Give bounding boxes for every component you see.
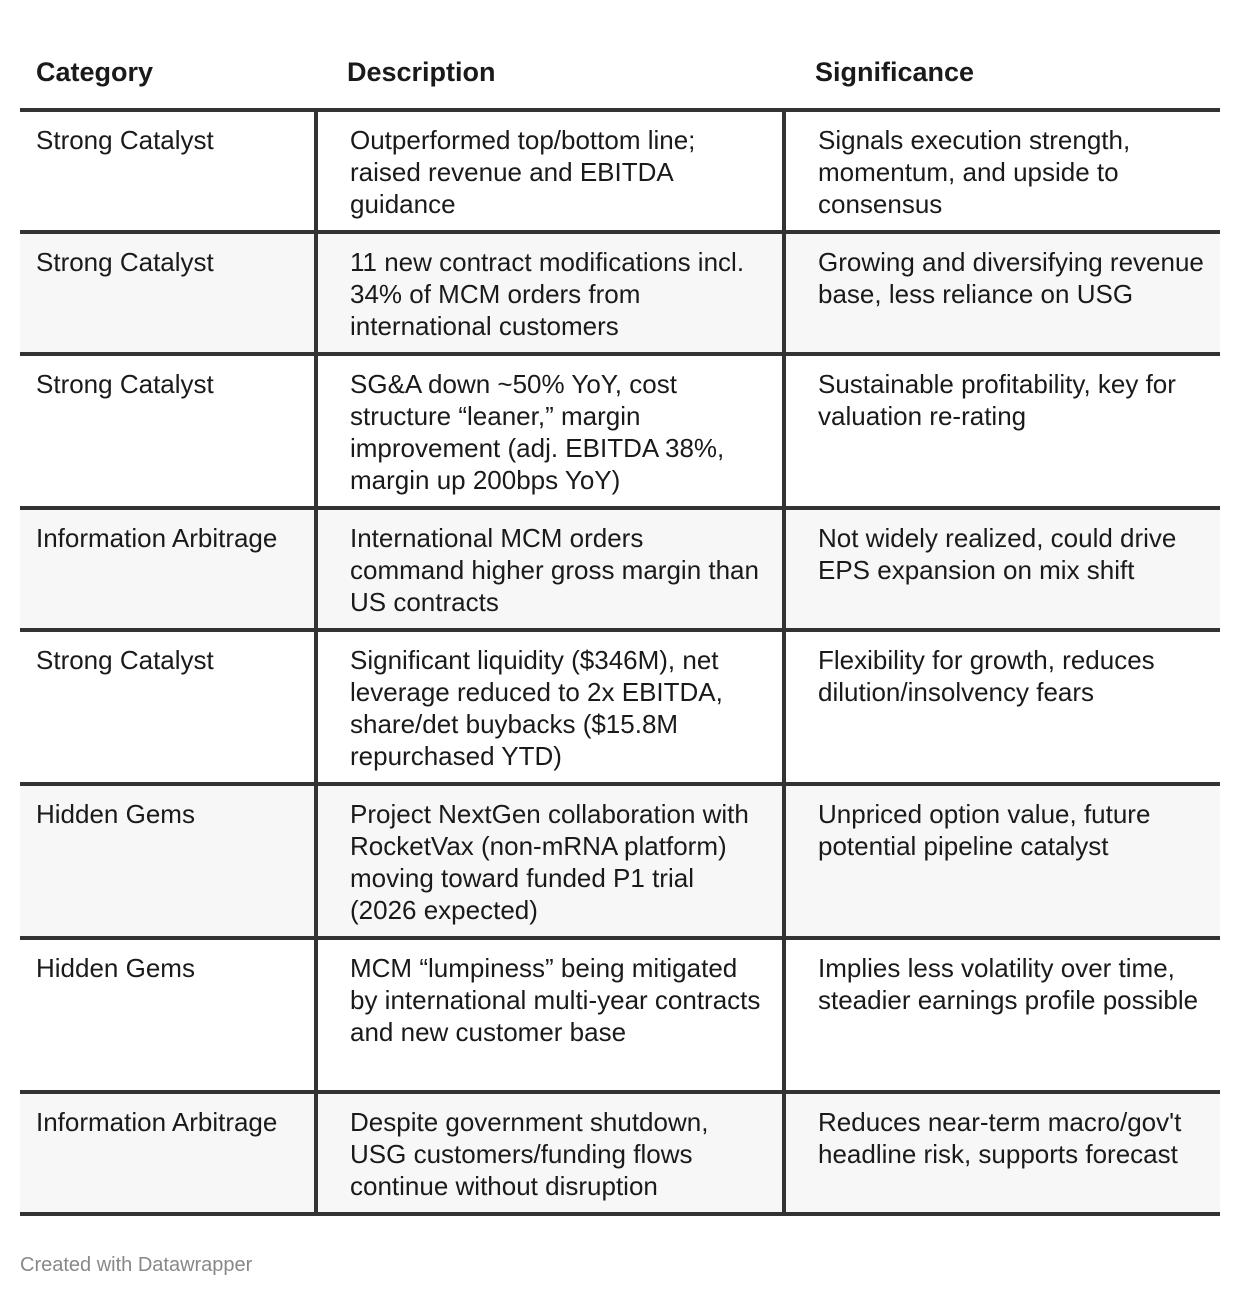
- table-row: [20, 232, 1220, 354]
- table-row: [20, 784, 1220, 938]
- table-header: [20, 40, 1220, 110]
- header-category: Category: [20, 40, 316, 110]
- cell-description: Outperformed top/bottom line; raised revenue and EBITDA guidance: [316, 110, 784, 232]
- cell-significance: Growing and diversifying revenue base, less reliance on USG: [784, 232, 1220, 354]
- cell-description: Project NextGen collaboration with RocketVax (non-mRNA platform) moving toward funded P1 trial (2026 expected): [316, 784, 784, 938]
- table-row: [20, 630, 1220, 784]
- table-row: [20, 1092, 1220, 1214]
- cell-description: 11 new contract modifications incl. 34% of MCM orders from international customers: [316, 232, 784, 354]
- cell-significance: Implies less volatility over time, steadier earnings profile possible: [784, 938, 1220, 1092]
- data-table-container: [20, 40, 1220, 1216]
- cell-description: SG&A down ~50% YoY, cost structure “leaner,” margin improvement (adj. EBITDA 38%, margin up 200bps YoY): [316, 354, 784, 508]
- cell-significance: Flexibility for growth, reduces dilution/insolvency fears: [784, 630, 1220, 784]
- table-row: [20, 508, 1220, 630]
- catalyst-table: [20, 40, 1220, 1216]
- cell-significance: Sustainable profitability, key for valuation re-rating: [784, 354, 1220, 508]
- header-description: Description: [316, 40, 784, 110]
- cell-category: Strong Catalyst: [20, 110, 316, 232]
- table-row: [20, 110, 1220, 232]
- cell-description: Despite government shutdown, USG customers/funding flows continue without disruption: [316, 1092, 784, 1214]
- table-row: [20, 354, 1220, 508]
- cell-category: Information Arbitrage: [20, 508, 316, 630]
- header-row: [20, 40, 1220, 110]
- datawrapper-credit: Created with Datawrapper: [20, 1254, 253, 1276]
- cell-significance: Not widely realized, could drive EPS expansion on mix shift: [784, 508, 1220, 630]
- cell-description: MCM “lumpiness” being mitigated by international multi-year contracts and new customer base: [316, 938, 784, 1092]
- cell-category: Strong Catalyst: [20, 232, 316, 354]
- cell-significance: Signals execution strength, momentum, and upside to consensus: [784, 110, 1220, 232]
- cell-description: Significant liquidity ($346M), net leverage reduced to 2x EBITDA, share/det buybacks ($15.8M repurchased YTD): [316, 630, 784, 784]
- table-body: [20, 110, 1220, 1214]
- cell-significance: Reduces near-term macro/gov't headline risk, supports forecast: [784, 1092, 1220, 1214]
- cell-category: Hidden Gems: [20, 938, 316, 1092]
- cell-category: Strong Catalyst: [20, 354, 316, 508]
- cell-category: Strong Catalyst: [20, 630, 316, 784]
- cell-category: Hidden Gems: [20, 784, 316, 938]
- header-significance: Significance: [784, 40, 1220, 110]
- table-row: [20, 938, 1220, 1092]
- cell-category: Information Arbitrage: [20, 1092, 316, 1214]
- cell-description: International MCM orders command higher gross margin than US contracts: [316, 508, 784, 630]
- cell-significance: Unpriced option value, future potential pipeline catalyst: [784, 784, 1220, 938]
